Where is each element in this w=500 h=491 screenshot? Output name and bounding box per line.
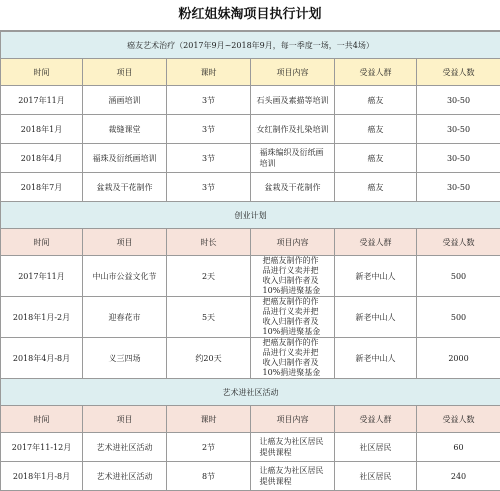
cell-count: 2000 — [417, 338, 500, 379]
table-row — [1, 462, 500, 491]
cell-content: 盆栽及干花制作 — [251, 173, 335, 202]
section-heading-row — [1, 202, 500, 229]
column-header: 项目 — [83, 59, 167, 86]
column-header: 受益人数 — [417, 59, 500, 86]
cell-project: 艺术进社区活动 — [83, 462, 167, 491]
section-heading: 癌友艺术治疗（2017年9月~2018年9月，每一季度一场，一共4场） — [1, 32, 500, 59]
table-row — [1, 115, 500, 144]
column-header-row — [1, 59, 500, 86]
cell-content — [251, 433, 335, 462]
cell-count: 30-50 — [417, 86, 500, 115]
table-row — [1, 338, 500, 379]
cell-duration: 3节 — [167, 173, 251, 202]
cell-time: 2017年11-12月 — [1, 433, 83, 462]
column-header: 项目 — [83, 229, 167, 256]
column-header: 受益人群 — [335, 59, 417, 86]
column-header: 受益人群 — [335, 229, 417, 256]
column-header-row — [1, 229, 500, 256]
cell-content — [251, 462, 335, 491]
cell-duration: 3节 — [167, 86, 251, 115]
cell-time: 2018年1月 — [1, 115, 83, 144]
cell-beneficiary: 社区居民 — [335, 433, 417, 462]
cell-beneficiary: 癌友 — [335, 86, 417, 115]
cell-time: 2017年11月 — [1, 256, 83, 297]
cell-duration: 约20天 — [167, 338, 251, 379]
cell-duration: 2天 — [167, 256, 251, 297]
cell-project: 艺术进社区活动 — [83, 433, 167, 462]
cell-count: 500 — [417, 297, 500, 338]
cell-content: 石头画及素描等培训 — [251, 86, 335, 115]
cell-count: 500 — [417, 256, 500, 297]
plan-table — [0, 31, 500, 491]
cell-content-text: 把癌友制作的作品进行义卖并把收入归制作者及10%捐进聚基金 — [263, 297, 323, 337]
column-header: 项目 — [83, 406, 167, 433]
cell-time: 2017年11月 — [1, 86, 83, 115]
cell-content — [251, 144, 335, 173]
column-header: 课时 — [167, 406, 251, 433]
table-row — [1, 256, 500, 297]
section-heading: 艺术进社区活动 — [1, 379, 500, 406]
cell-project: 福珠及衍纸画培训 — [83, 144, 167, 173]
column-header: 时间 — [1, 59, 83, 86]
cell-time: 2018年4月 — [1, 144, 83, 173]
cell-time: 2018年7月 — [1, 173, 83, 202]
cell-duration: 5天 — [167, 297, 251, 338]
column-header: 项目内容 — [251, 406, 335, 433]
column-header: 时间 — [1, 406, 83, 433]
cell-content-text: 福珠编织及衍纸画培训 — [260, 147, 326, 169]
column-header: 项目内容 — [251, 229, 335, 256]
cell-time: 2018年1月-8月 — [1, 462, 83, 491]
column-header: 受益人群 — [335, 406, 417, 433]
cell-count: 30-50 — [417, 115, 500, 144]
cell-count: 30-50 — [417, 144, 500, 173]
cell-project: 盆栽及干花制作 — [83, 173, 167, 202]
cell-content-text: 让癌友为社区居民提供课程 — [260, 436, 326, 458]
cell-count: 240 — [417, 462, 500, 491]
cell-beneficiary: 社区居民 — [335, 462, 417, 491]
cell-content — [251, 338, 335, 379]
cell-content-text: 把癌友制作的作品进行义卖并把收入归制作者及10%捐进聚基金 — [263, 256, 323, 296]
cell-content-text: 让癌友为社区居民提供课程 — [260, 465, 326, 487]
column-header: 项目内容 — [251, 59, 335, 86]
column-header: 受益人数 — [417, 229, 500, 256]
cell-content — [251, 256, 335, 297]
cell-count: 30-50 — [417, 173, 500, 202]
section-heading-row — [1, 379, 500, 406]
cell-duration: 3节 — [167, 115, 251, 144]
cell-beneficiary: 新老中山人 — [335, 338, 417, 379]
page-title: 粉红姐妹淘项目执行计划 — [0, 0, 500, 31]
cell-beneficiary: 癌友 — [335, 115, 417, 144]
column-header-row — [1, 406, 500, 433]
cell-duration: 3节 — [167, 144, 251, 173]
cell-duration: 8节 — [167, 462, 251, 491]
table-row — [1, 144, 500, 173]
cell-duration: 2节 — [167, 433, 251, 462]
column-header: 时长 — [167, 229, 251, 256]
cell-project: 裁缝课堂 — [83, 115, 167, 144]
cell-beneficiary: 癌友 — [335, 144, 417, 173]
table-row — [1, 173, 500, 202]
cell-beneficiary: 新老中山人 — [335, 256, 417, 297]
cell-content-text: 把癌友制作的作品进行义卖并把收入归制作者及10%捐进聚基金 — [263, 338, 323, 378]
cell-project: 涵画培训 — [83, 86, 167, 115]
column-header: 课时 — [167, 59, 251, 86]
cell-beneficiary: 癌友 — [335, 173, 417, 202]
cell-time: 2018年1月-2月 — [1, 297, 83, 338]
section-heading-row — [1, 32, 500, 59]
table-row — [1, 86, 500, 115]
cell-count: 60 — [417, 433, 500, 462]
cell-beneficiary: 新老中山人 — [335, 297, 417, 338]
section-heading: 创业计划 — [1, 202, 500, 229]
column-header: 受益人数 — [417, 406, 500, 433]
cell-content — [251, 297, 335, 338]
cell-project: 义三四场 — [83, 338, 167, 379]
table-row — [1, 297, 500, 338]
cell-time: 2018年4月-8月 — [1, 338, 83, 379]
table-row — [1, 433, 500, 462]
cell-project: 中山市公益文化节 — [83, 256, 167, 297]
cell-content: 女红制作及扎染培训 — [251, 115, 335, 144]
cell-project: 迎春花市 — [83, 297, 167, 338]
column-header: 时间 — [1, 229, 83, 256]
